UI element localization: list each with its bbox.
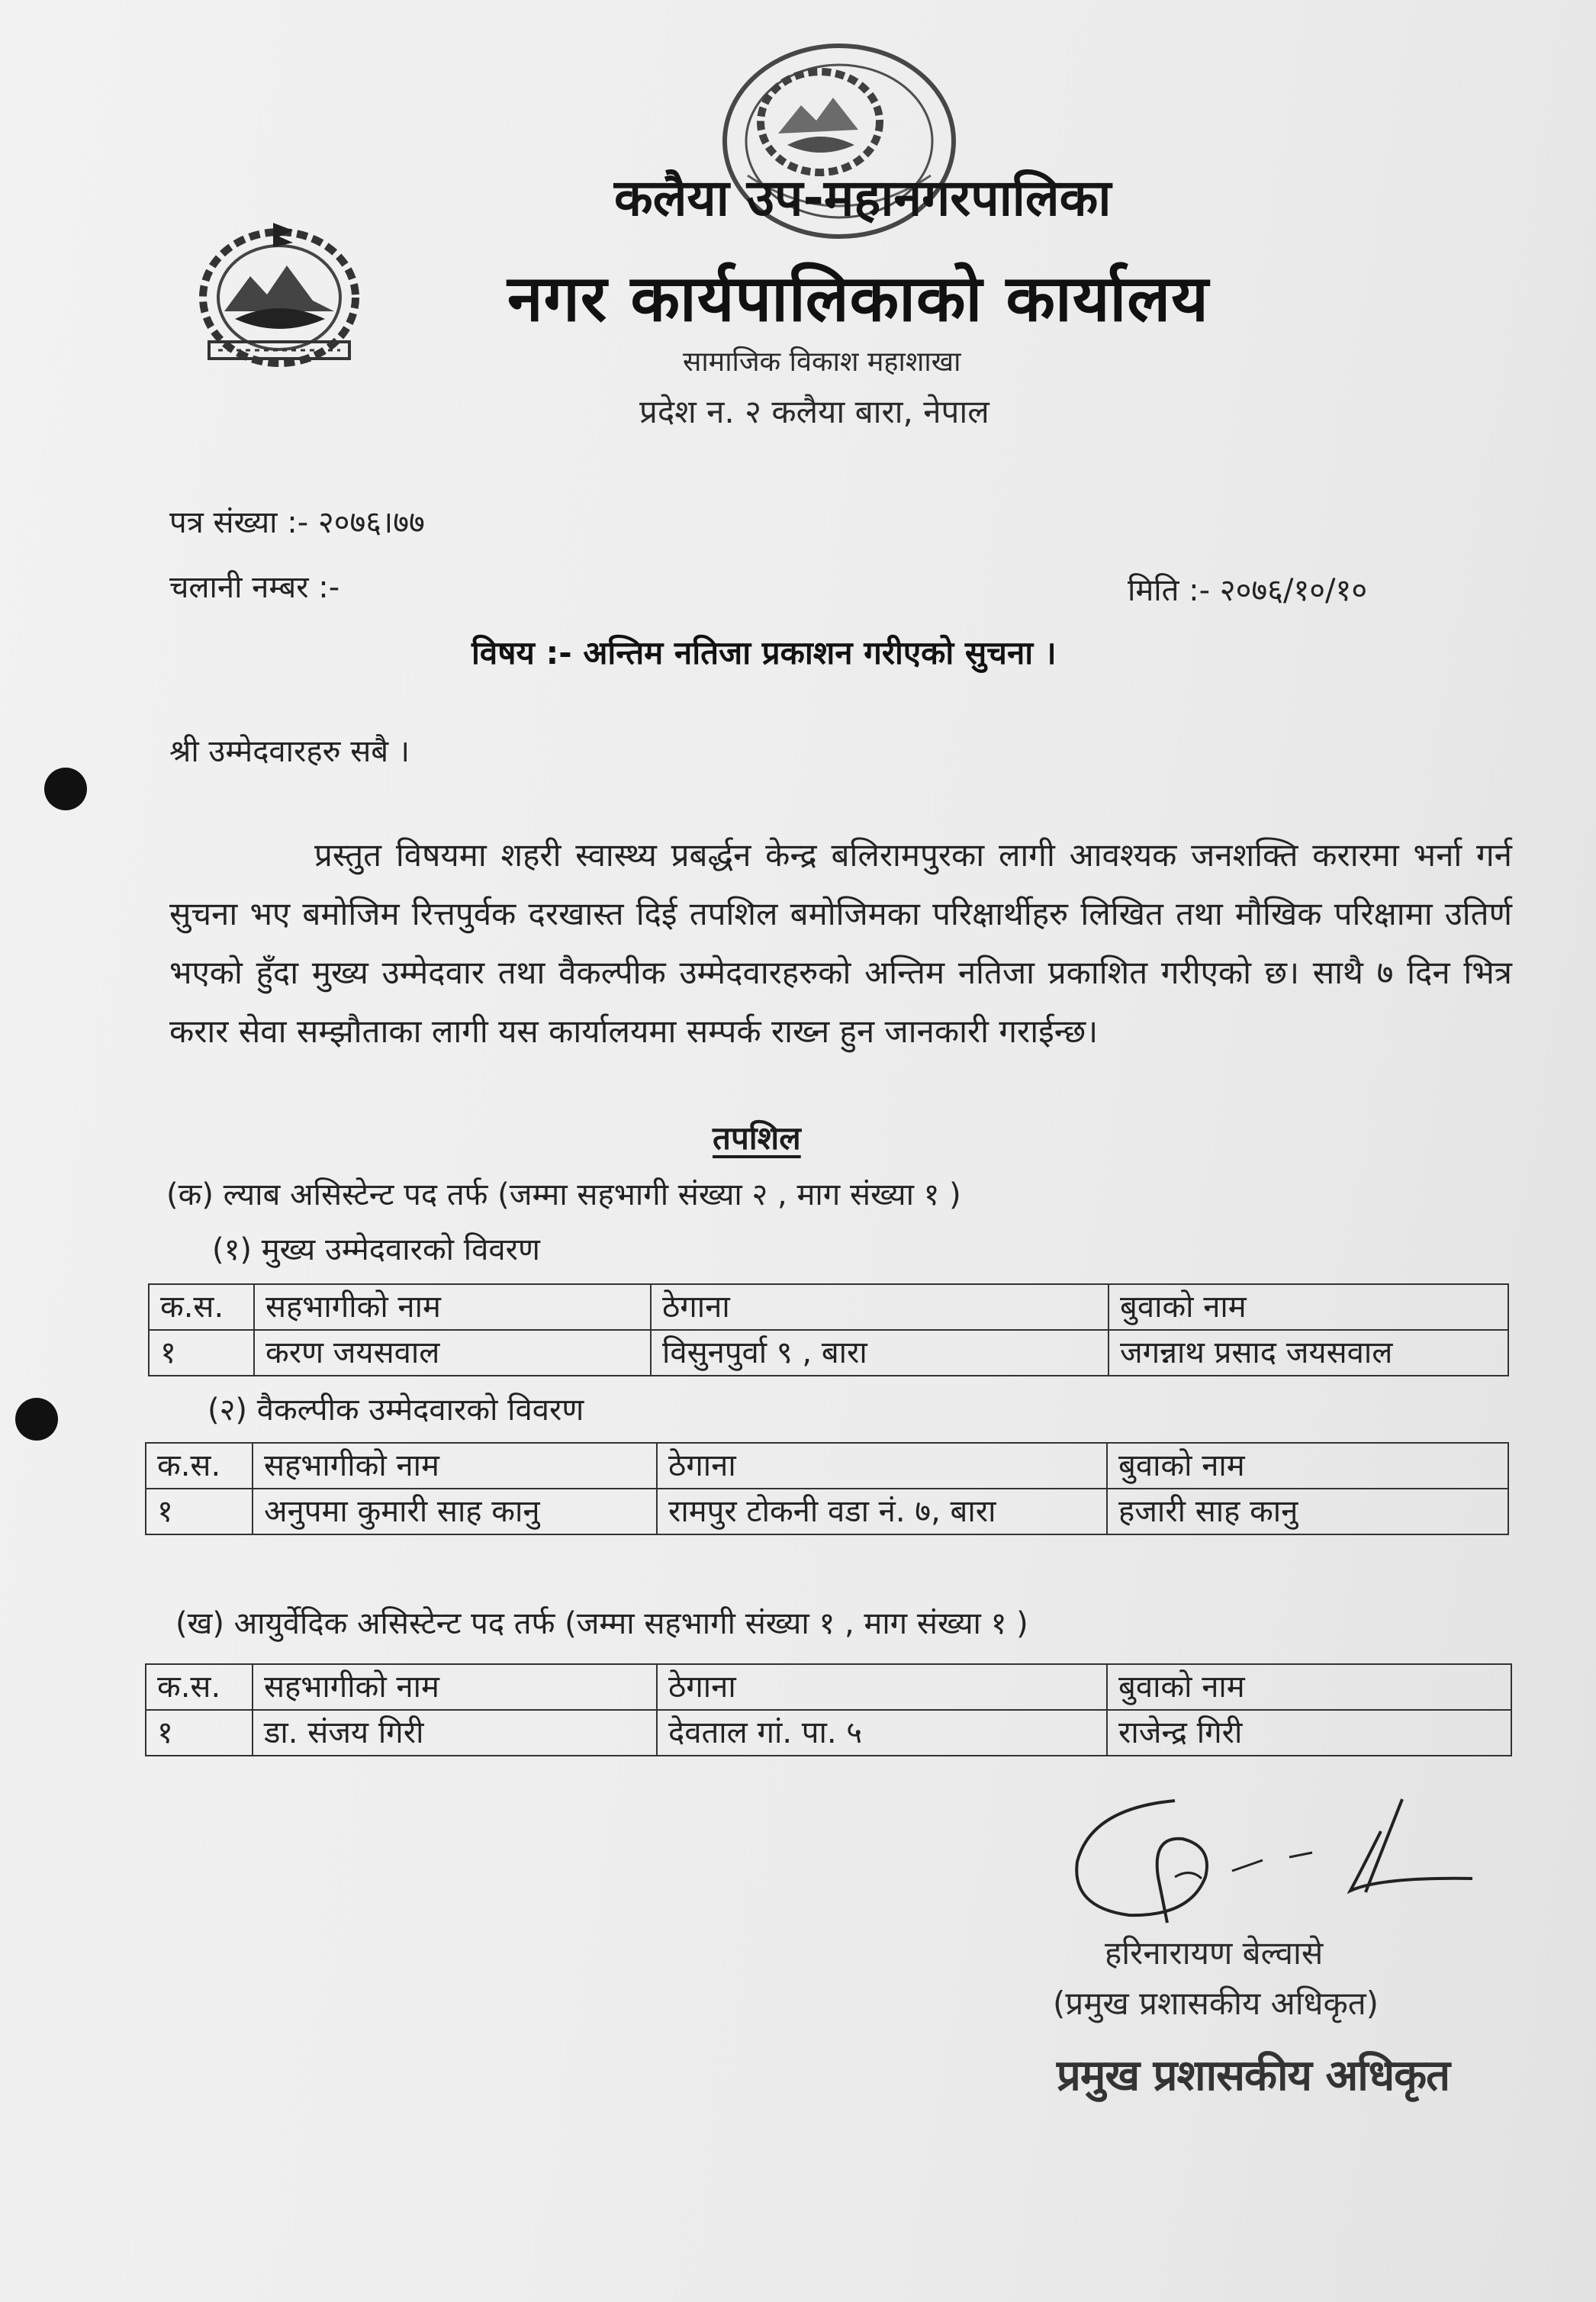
cell-father-name: राजेन्द्र गिरी (1107, 1710, 1511, 1756)
col-father-name: बुवाको नाम (1107, 1664, 1511, 1710)
section-b-title: (ख) आयुर्वेदिक असिस्टेन्ट पद तर्फ (जम्मा सहभागी संख्या १ , माग संख्या १ ) (175, 1606, 1028, 1641)
signatory-title: (प्रमुख प्रशासकीय अधिकृत) (1053, 1985, 1379, 2022)
dispatch-number: चलानी नम्बर :- (169, 570, 340, 605)
handwritten-signature-icon (1060, 1785, 1503, 1938)
cell-serial: १ (146, 1710, 253, 1756)
col-address: ठेगाना (657, 1443, 1107, 1489)
signatory-stamp: प्रमुख प्रशासकीय अधिकृत (1057, 2051, 1450, 2101)
alternate-candidate-table (145, 1442, 1509, 1535)
table-row (146, 1489, 1508, 1534)
letter-subject: विषय :- अन्तिम नतिजा प्रकाशन गरीएको सुचना । (471, 634, 1057, 671)
signatory-name: हरिनारायण बेल्वासे (1105, 1934, 1324, 1972)
punch-hole-bottom (15, 1398, 58, 1441)
salutation: श्री उम्मेदवारहरु सबै । (169, 734, 410, 769)
section-a-title: (क) ल्याब असिस्टेन्ट पद तर्फ (जम्मा सहभागी संख्या २ , माग संख्या १ ) (166, 1177, 961, 1212)
body-text: प्रस्तुत विषयमा शहरी स्वास्थ्य प्रबर्द्धन केन्द्र बलिरामपुरका लागी आवश्यक जनशक्ति करारमा भर्ना गर्न सुचना भए बमोजिम रित्तपुर्वक दरखास्त दिई तपशिल बमोजिमका परिक्षार्थीहरु लिखित तथा मौखिक परिक्षामा उतिर्ण भएको हुँदा मुख्य उम्मेदवार तथा वैकल्पीक उम्मेदवारहरुको अन्तिम नतिजा प्रकाशित गरीएको छ। साथै ७ दिन भित्र करार सेवा सम्झौताका लागी यस कार्यालयमा सम्पर्क राख्न हुन जानकारी गराईन्छ। (169, 836, 1512, 1050)
cell-name: करण जयसवाल (254, 1330, 651, 1376)
nepal-emblem-icon (191, 212, 368, 374)
col-serial: क.स. (146, 1443, 253, 1489)
table-header-row (146, 1443, 1508, 1489)
col-name: सहभागीको नाम (253, 1443, 657, 1489)
col-address: ठेगाना (657, 1664, 1107, 1710)
cell-address: रामपुर टोकनी वडा नं. ७, बारा (657, 1489, 1107, 1534)
col-name: सहभागीको नाम (253, 1664, 657, 1710)
cell-address: विसुनपुर्वा ९ , बारा (651, 1330, 1109, 1376)
main-candidate-table (148, 1283, 1509, 1376)
office-address: प्रदेश न. २ कलैया बारा, नेपाल (639, 393, 989, 430)
cell-father-name: जगन्नाथ प्रसाद जयसवाल (1109, 1330, 1508, 1376)
punch-hole-top (44, 768, 87, 810)
letter-date: मिति :- २०७६/१०/१० (1128, 573, 1368, 608)
body-paragraph (169, 826, 1512, 1061)
municipality-name: कलैया उप-महानगरपालिका (614, 169, 1112, 227)
table-header-row (149, 1284, 1508, 1330)
col-name: सहभागीको नाम (254, 1284, 651, 1330)
office-name: नगर कार्यपालिकाको कार्यालय (507, 261, 1209, 336)
cell-serial: १ (146, 1489, 253, 1534)
cell-father-name: हजारी साह कानु (1107, 1489, 1508, 1534)
col-address: ठेगाना (651, 1284, 1109, 1330)
alternate-candidate-label: (२) वैकल्पीक उम्मेदवारको विवरण (208, 1392, 584, 1428)
schedule-heading: तपशिल (713, 1119, 801, 1157)
table-row (146, 1710, 1511, 1756)
col-serial: क.स. (149, 1284, 254, 1330)
main-candidate-label: (१) मुख्य उम्मेदवारको विवरण (212, 1232, 540, 1267)
table-header-row (146, 1664, 1511, 1710)
cell-name: डा. संजय गिरी (253, 1710, 657, 1756)
cell-name: अनुपमा कुमारी साह कानु (253, 1489, 657, 1534)
division-name: सामाजिक विकाश महाशाखा (683, 346, 961, 378)
table-row (149, 1330, 1508, 1376)
col-serial: क.स. (146, 1664, 253, 1710)
cell-address: देवताल गां. पा. ५ (657, 1710, 1107, 1756)
cell-serial: १ (149, 1330, 254, 1376)
col-father-name: बुवाको नाम (1107, 1443, 1508, 1489)
ayurvedic-assistant-table (145, 1663, 1512, 1756)
col-father-name: बुवाको नाम (1109, 1284, 1508, 1330)
reference-number: पत्र संख्या :- २०७६।७७ (169, 505, 425, 540)
